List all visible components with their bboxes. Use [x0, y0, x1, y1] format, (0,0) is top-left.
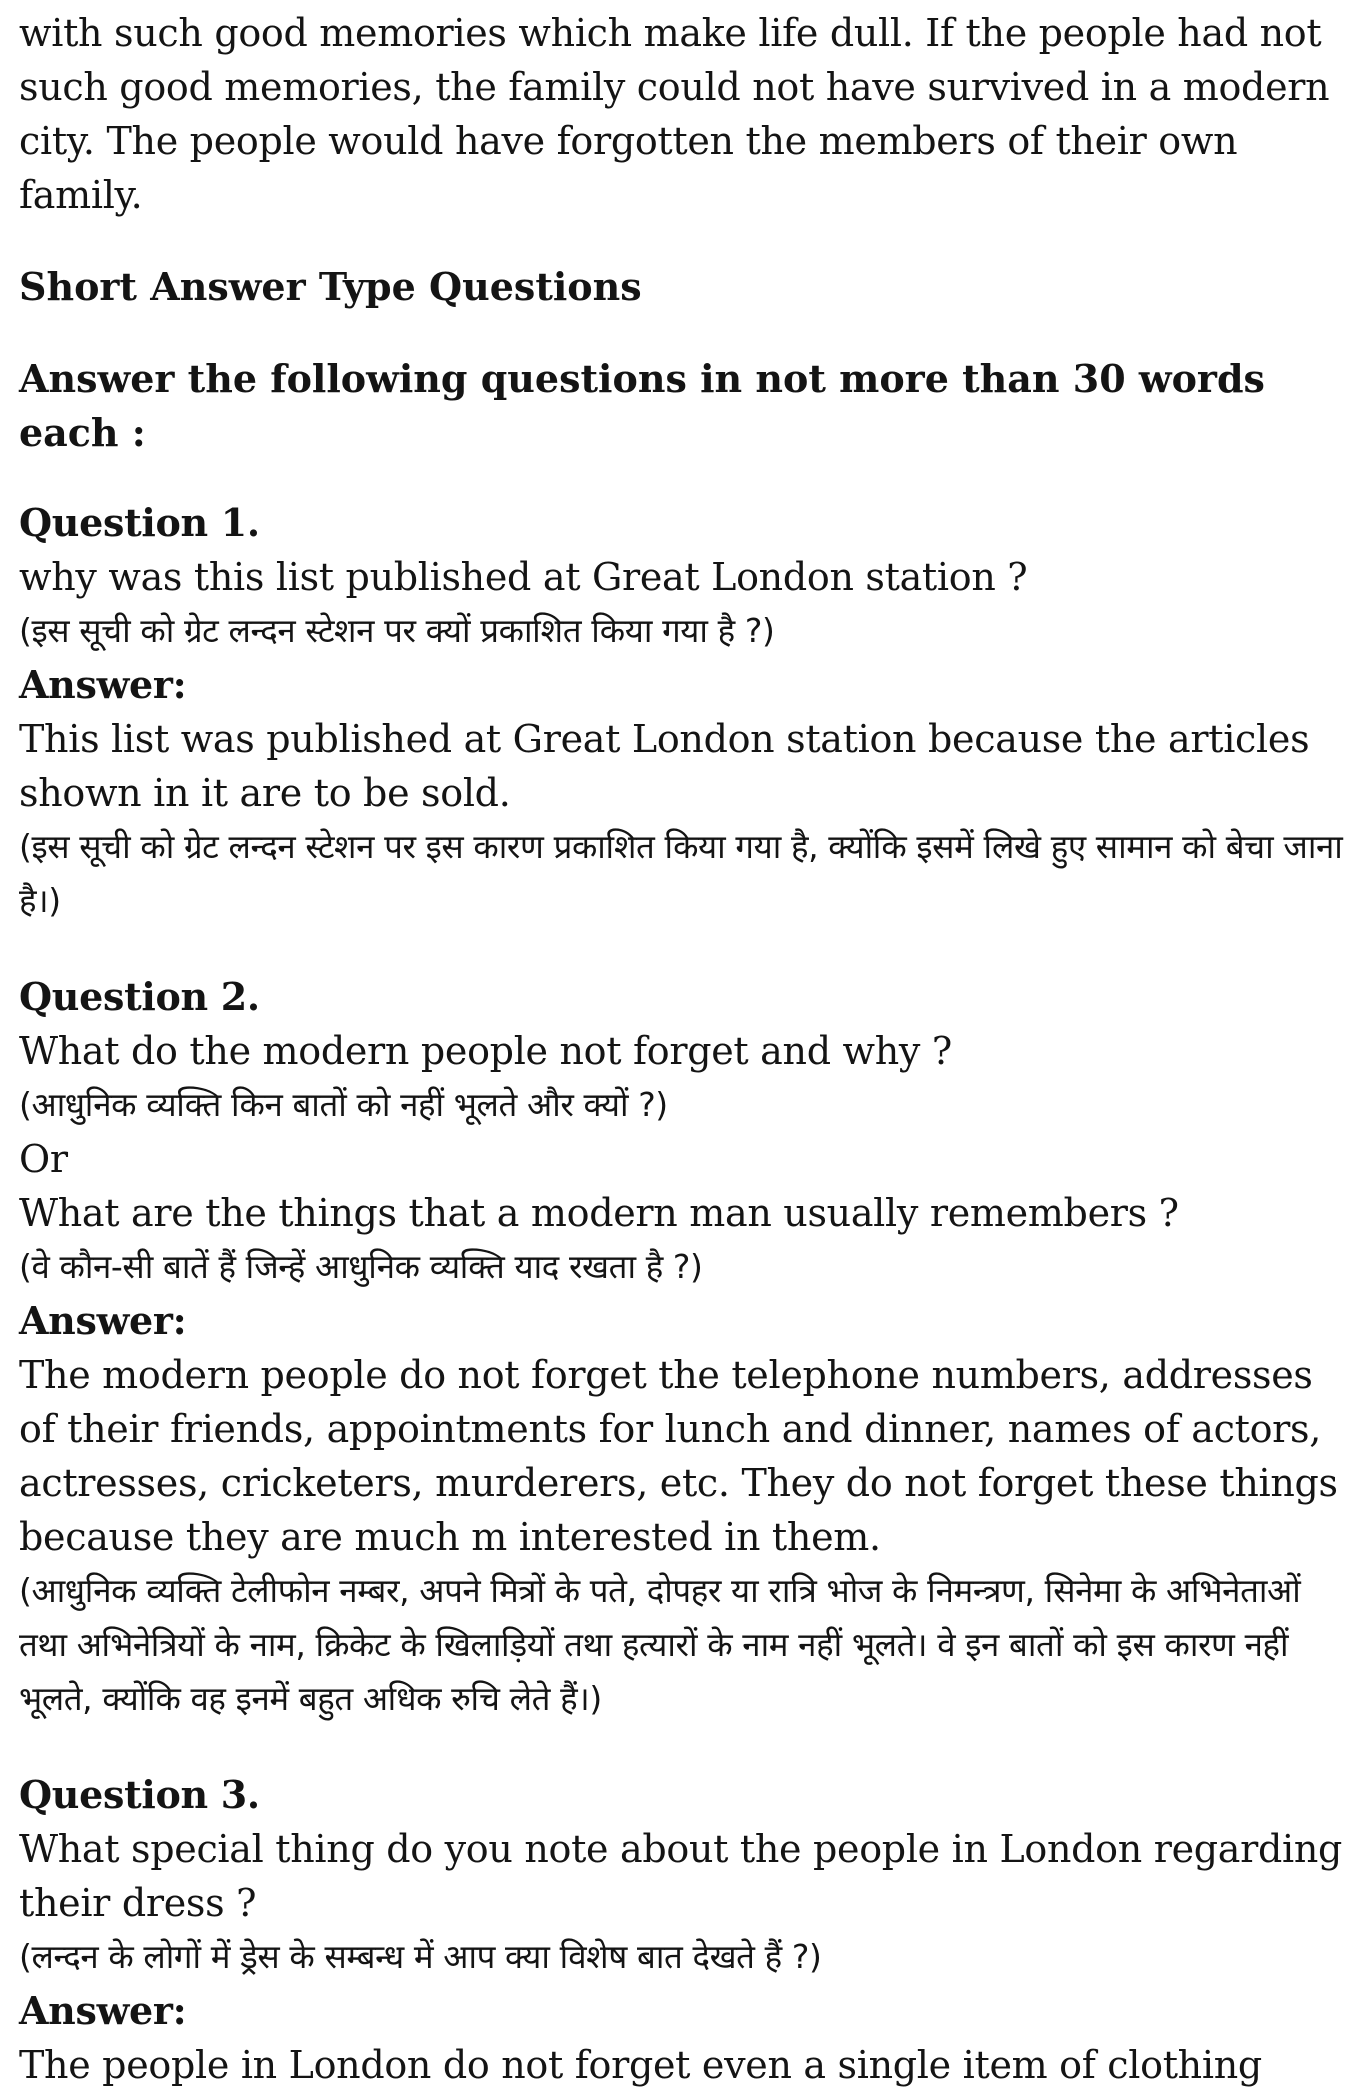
question-text: What do the modern people not forget and why ? — [19, 1029, 952, 1073]
question-text: What special thing do you note about the people in London regarding their dress ? — [19, 1827, 1343, 1925]
question-text-hindi: (आधुनिक व्यक्ति किन बातों को नहीं भूलते और क्यों ?) — [19, 1085, 668, 1124]
answer-label: Answer: — [19, 1298, 187, 1343]
question-text-hindi: (इस सूची को ग्रेट लन्दन स्टेशन पर क्यों प्रकाशित किया गया है ?) — [19, 611, 775, 650]
or-label: Or — [19, 1137, 68, 1181]
question-text: why was this list published at Great London station ? — [19, 555, 1028, 599]
question-label: Question 3. — [19, 1772, 260, 1817]
answer-text: The modern people do not forget the telephone numbers, addresses of their friends, appointments for lunch and dinner, names of actors, actresses, cricketers, murderers, etc. They do not forget these things because they are much m interested in them. — [19, 1353, 1338, 1559]
question-block-3 — [19, 1768, 1347, 2092]
answer-label: Answer: — [19, 662, 187, 707]
question-block-2 — [19, 970, 1347, 1726]
question-label: Question 1. — [19, 500, 260, 545]
alt-question-text: What are the things that a modern man usually remembers ? — [19, 1191, 1179, 1235]
answer-text-hindi: (आधुनिक व्यक्ति टेलीफोन नम्बर, अपने मित्रों के पते, दोपहर या रात्रि भोज के निमन्त्रण, सिनेमा के अभिनेताओं तथा अभिनेत्रियों के नाम, क्रिकेट के खिलाड़ियों तथा हत्यारों के नाम नहीं भूलते। वे इन बातों को इस कारण नहीं भूलते, क्योंकि वह इनमें बहुत अधिक रुचि लेते हैं।) — [19, 1571, 1301, 1718]
answer-text: This list was published at Great London station because the articles shown in it are to be sold. — [19, 717, 1310, 815]
alt-question-text-hindi: (वे कौन-सी बातें हैं जिन्हें आधुनिक व्यक्ति याद रखता है ?) — [19, 1247, 703, 1286]
question-label: Question 2. — [19, 974, 260, 1019]
question-block-1 — [19, 496, 1347, 928]
question-text-hindi: (लन्दन के लोगों में ड्रेस के सम्बन्ध में आप क्या विशेष बात देखते हैं ?) — [19, 1937, 822, 1976]
answer-text: The people in London do not forget even a single item of clothing — [19, 2043, 1262, 2087]
answer-text-hindi: (इस सूची को ग्रेट लन्दन स्टेशन पर इस कारण प्रकाशित किया गया है, क्योंकि इसमें लिखे हुए सामान को बेचा जाना है।) — [19, 827, 1343, 920]
instruction-text: Answer the following questions in not more than 30 words each : — [19, 356, 1265, 455]
section-heading: Short Answer Type Questions — [19, 264, 642, 309]
answer-label: Answer: — [19, 1988, 187, 2033]
intro-paragraph: with such good memories which make life dull. If the people had not such good memories, the family could not have survived in a modern city. The people would have forgotten the members of their own family. — [19, 11, 1330, 217]
